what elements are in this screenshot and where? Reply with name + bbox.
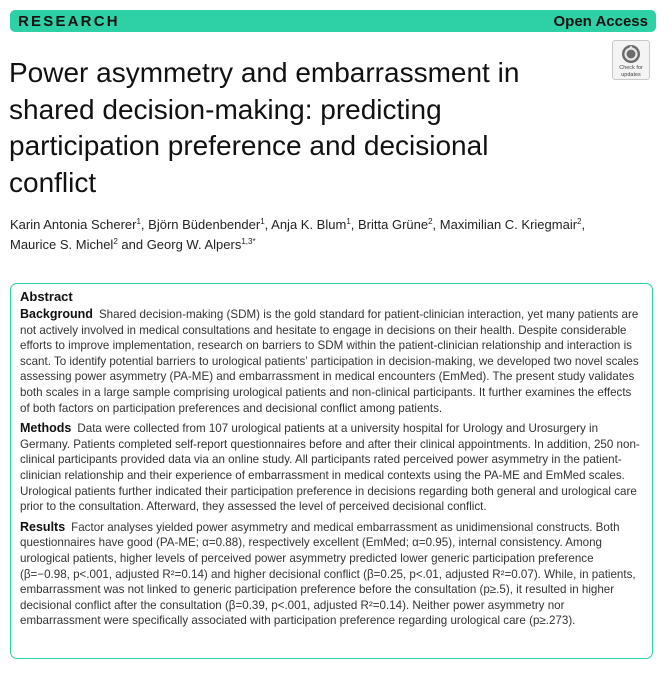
badge-line-1: Check for [619, 65, 643, 71]
author-separator: , [264, 217, 272, 232]
author-separator: , [581, 217, 586, 232]
author-name[interactable]: Maurice S. Michel [10, 237, 114, 252]
results-label: Results [20, 519, 66, 534]
article-type-banner [10, 10, 656, 32]
abstract-methods [20, 421, 643, 515]
background-text: Shared decision-making (SDM) is the gold standard for patient-clinician interaction, yet many patients are not actively involved in medical consultations and hesitate to engage in decisions on their health. Despite considerable efforts to improve implementation, research on barriers to SDM within the patient-clinician relationship and interaction is scant. To identify potential barriers to urological patients’ participation in decision-making, we developed two novel scales assessing power asymmetry (PA-ME) and embarrassment in medical encounters (EmMed). The present study validates both scales in a large sample comprising urological patients and non-clinical participants. It further examines the effects of both factors on participation preferences and decisional conflict among patients. [20, 308, 639, 415]
author-affiliation[interactable]: 1 [260, 217, 265, 226]
author-name[interactable]: Björn Büdenbender [148, 217, 261, 232]
author-separator: and [117, 237, 147, 252]
methods-label: Methods [20, 421, 72, 436]
author-affiliation[interactable]: 1 [136, 217, 141, 226]
open-access-label[interactable]: Open Access [553, 12, 648, 30]
author-name[interactable]: Britta Grüne [358, 217, 429, 232]
abstract-background [20, 307, 643, 416]
author-name[interactable]: Anja K. Blum [271, 217, 347, 232]
badge-line-2: updates [621, 72, 641, 78]
author-name[interactable]: Maximilian C. Kriegmair [439, 217, 578, 232]
article-title: Power asymmetry and embarrassment in shared decision-making: predicting participation preference and decisional conflict [9, 57, 520, 198]
author-affiliation[interactable]: 2 [428, 217, 433, 226]
author-affiliation[interactable]: 2 [113, 237, 118, 246]
check-for-updates-icon [621, 44, 641, 64]
author-affiliation[interactable]: 1 [346, 217, 351, 226]
author-name[interactable]: Georg W. Alpers [146, 237, 242, 252]
author-name[interactable]: Karin Antonia Scherer [10, 217, 137, 232]
author-separator: , [140, 217, 149, 232]
author-affiliation[interactable]: 2 [577, 217, 582, 226]
results-text: Factor analyses yielded power asymmetry and medical embarrassment as unidimensional constructs. Both questionnaires have good (PA-ME; α=0.88), respectively excellent (EmMed; α=0.95), internal consistency. Among urological patients, higher levels of perceived power asymmetry predicted lower generic participation preference (β=−0.98, p<.001, adjusted R²=0.14) and higher decisional conflict (β=0.25, p<.01, adjusted R²=0.07). While, in patients, embarrassment was not linked to generic participation preference before the consultation (p≥.5), it resulted in higher decisional conflict after the consultation (β=0.39, p<.001, adjusted R²=0.14). Neither power asymmetry nor embarrassment were specifically associated with participation preference regarding urological care (p≥.273). [20, 520, 636, 628]
check-for-updates-button[interactable] [612, 40, 650, 80]
author-affiliation[interactable]: 1,3* [241, 237, 256, 246]
abstract-results [20, 520, 643, 629]
methods-text: Data were collected from 107 urological patients at a university hospital for Urology and Urosurgery in Germany. Patients completed self-report questionnaires before and after their clinical appointments. In addition, 250 non-clinical participants provided data via an online study. All participants rated perceived power asymmetry in the patient-clinician relationship and their experience of embarrassment in medical contexts using the PA-ME and EmMed scales. Urological patients further indicated their participation preference in decisions regarding both general and urological care prior to the consultation. Afterward, they assessed the level of perceived decisional conflict. [20, 422, 640, 514]
abstract-box [10, 283, 653, 659]
author-separator: , [350, 217, 358, 232]
section-label: RESEARCH [18, 12, 120, 30]
background-label: Background [20, 307, 93, 321]
author-separator: , [432, 217, 440, 232]
abstract-heading: Abstract [20, 289, 73, 304]
author-list [10, 215, 630, 255]
